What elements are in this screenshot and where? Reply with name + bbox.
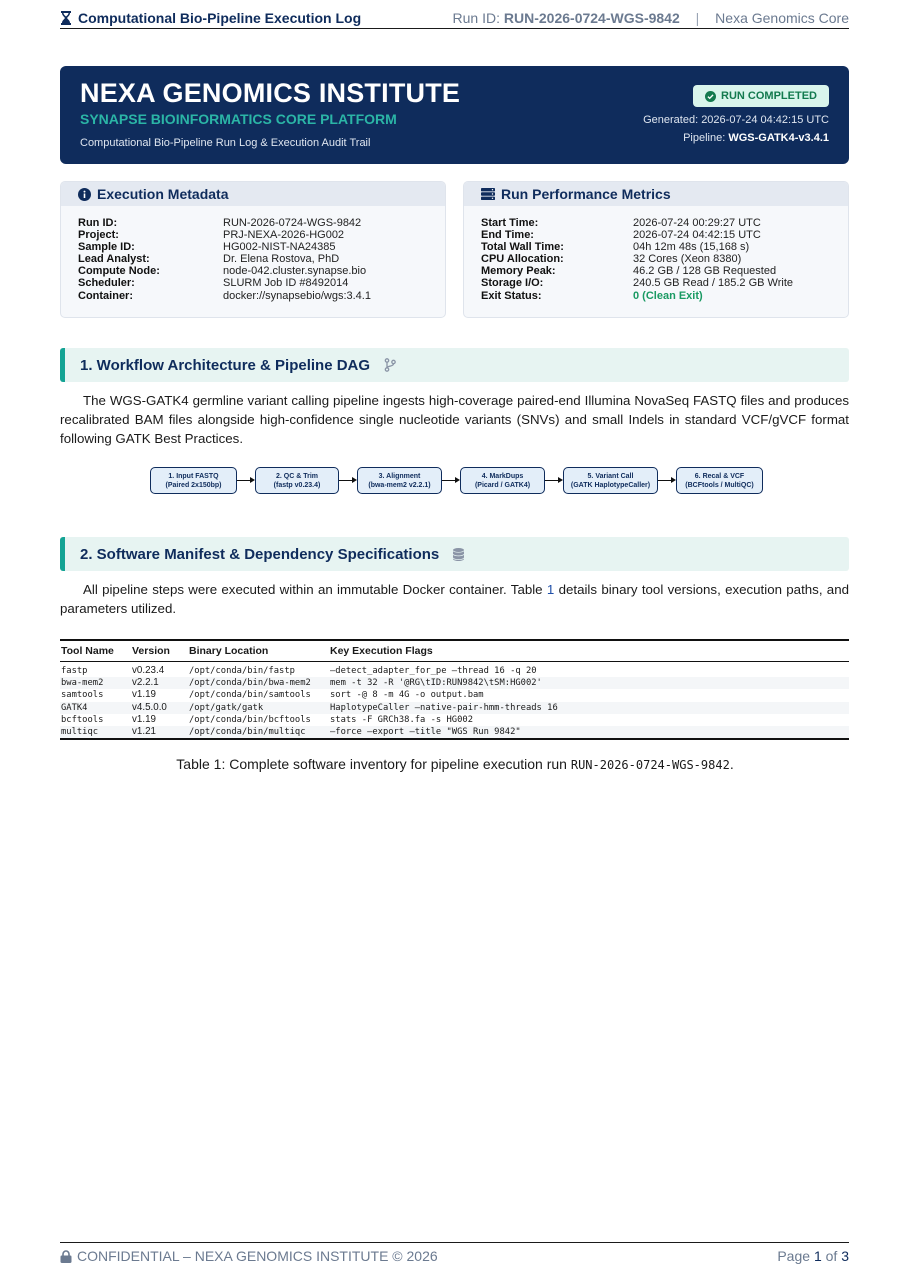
dag-node-detail: (Paired 2x150bp) xyxy=(165,481,222,489)
dag-node-title: 1. Input FASTQ xyxy=(168,472,219,480)
dag-node xyxy=(357,467,442,494)
hourglass-icon xyxy=(60,11,72,25)
software-description-text: details binary tool versions, execution paths, and parameters utilized. xyxy=(60,582,849,616)
metric-row xyxy=(481,290,831,302)
metric-row xyxy=(481,277,831,289)
binary-path-cell: /opt/gatk/gatk xyxy=(188,702,329,714)
pipeline-label: Pipeline: xyxy=(683,132,726,144)
metadata-row xyxy=(78,290,428,302)
table-row xyxy=(60,677,849,689)
table-reference-link[interactable]: 1 xyxy=(546,582,555,597)
banner-title: NEXA GENOMICS INSTITUTE xyxy=(80,78,461,108)
dag-node xyxy=(676,467,763,494)
tool-name-cell: fastp xyxy=(61,666,88,676)
metric-row xyxy=(481,253,831,265)
metadata-row xyxy=(78,241,428,253)
metric-value: 240.5 GB Read / 185.2 GB Write xyxy=(633,277,793,290)
flags-cell: HaplotypeCaller —native-pair-hmm-threads 16 xyxy=(329,702,849,714)
lock-icon xyxy=(60,1250,72,1263)
flags-cell: mem -t 32 -R '@RG\tID:RUN9842\tSM:HG002' xyxy=(329,677,849,689)
dag-node-title: 3. Alignment xyxy=(378,472,421,480)
metadata-row xyxy=(78,265,428,277)
tool-name-cell: bwa-mem2 xyxy=(60,677,131,689)
metric-value: 2026-07-24 00:29:27 UTC xyxy=(633,217,761,229)
server-icon xyxy=(481,188,495,200)
table-row xyxy=(60,702,849,714)
column-header: Version xyxy=(131,640,188,662)
metric-row xyxy=(481,229,831,241)
dag-node-title: 4. MarkDups xyxy=(481,472,524,480)
binary-path-cell: /opt/conda/bin/samtools xyxy=(189,690,311,701)
dag-node xyxy=(150,467,237,494)
table-row xyxy=(60,689,849,701)
caption-text: . xyxy=(729,756,734,772)
page-label: Page xyxy=(777,1248,814,1264)
table-row xyxy=(60,714,849,726)
check-circle-icon xyxy=(705,91,716,102)
section-title: 2. Software Manifest & Dependency Specifications xyxy=(80,545,440,563)
dag-node-detail: (Picard / GATK4) xyxy=(474,481,531,489)
header-org: Nexa Genomics Core xyxy=(715,10,849,26)
flags-cell: sort -@ 8 -m 4G -o output.bam xyxy=(330,690,484,701)
header-title: Computational Bio-Pipeline Execution Log xyxy=(78,10,362,26)
metric-key: Memory Peak: xyxy=(481,265,556,278)
metadata-value: HG002-NIST-NA24385 xyxy=(223,241,336,254)
flags-cell: —detect_adapter_for_pe —thread 16 -q 20 xyxy=(330,666,537,676)
git-branch-icon xyxy=(384,358,396,372)
institute-banner xyxy=(60,66,849,164)
metadata-key: Run ID: xyxy=(78,217,118,229)
metric-row xyxy=(481,265,831,277)
dag-arrow xyxy=(442,476,460,486)
dag-arrow xyxy=(237,476,255,486)
metric-row xyxy=(481,241,831,253)
dag-arrow xyxy=(339,476,357,486)
metadata-value: PRJ-NEXA-2026-HG002 xyxy=(223,229,345,242)
tool-name-cell: samtools xyxy=(61,690,104,701)
caption-text: Table 1: Complete software inventory for pipeline execution run xyxy=(176,756,571,772)
version-cell: v0.23.4 xyxy=(132,665,165,676)
caption-run-id: RUN-2026-0724-WGS-9842 xyxy=(570,758,730,772)
binary-path-cell: /opt/conda/bin/fastp xyxy=(189,666,295,676)
metadata-value: Dr. Elena Rostova, PhD xyxy=(223,253,340,266)
metadata-key: Lead Analyst: xyxy=(78,253,150,266)
binary-path-cell: /opt/conda/bin/bcftools xyxy=(189,714,311,725)
metric-key: Storage I/O: xyxy=(481,277,544,290)
dag-node-title: 2. QC & Trim xyxy=(275,472,318,480)
dag-node-title: 5. Variant Call xyxy=(587,472,634,480)
info-icon xyxy=(78,188,91,201)
metric-key: CPU Allocation: xyxy=(481,253,564,266)
metadata-value: RUN-2026-0724-WGS-9842 xyxy=(223,217,362,229)
page-of: of xyxy=(821,1248,842,1264)
metadata-row xyxy=(78,277,428,289)
dag-node-detail: (fastp v0.23.4) xyxy=(273,481,321,489)
software-manifest-table xyxy=(60,639,849,740)
column-header: Tool Name xyxy=(60,640,131,662)
tool-name-cell: multiqc xyxy=(60,726,131,739)
performance-metrics-header xyxy=(464,182,848,206)
performance-metrics-list xyxy=(464,206,848,302)
metric-value: 2026-07-24 04:42:15 UTC xyxy=(633,229,761,242)
flags-cell: stats -F GRCh38.fa -s HG002 xyxy=(330,714,473,725)
page-number xyxy=(777,1248,849,1264)
status-badge xyxy=(693,85,829,107)
header-title-group xyxy=(60,10,361,26)
pipeline-info xyxy=(643,132,829,144)
binary-path-cell: /opt/conda/bin/bwa-mem2 xyxy=(188,677,329,689)
page-footer xyxy=(60,1242,849,1264)
binary-path-cell: /opt/conda/bin/multiqc xyxy=(188,726,329,739)
metadata-key: Scheduler: xyxy=(78,277,135,290)
confidential-notice xyxy=(60,1248,438,1264)
run-id-label: Run ID: xyxy=(452,10,500,26)
performance-metrics-title: Run Performance Metrics xyxy=(501,186,671,202)
software-description-text: All pipeline steps were executed within an immutable Docker container. Table xyxy=(83,582,547,597)
section-heading-workflow xyxy=(60,348,849,382)
metadata-value: docker://synapsebio/wgs:3.4.1 xyxy=(223,289,371,302)
pipeline-dag xyxy=(150,467,763,494)
banner-subtitle: SYNAPSE BIOINFORMATICS CORE PLATFORM xyxy=(80,111,397,127)
flags-cell: —force —export —title "WGS Run 9842" xyxy=(329,726,849,739)
version-cell: v4.5.0.0 xyxy=(131,702,188,714)
dag-arrow xyxy=(545,476,563,486)
metadata-row xyxy=(78,217,428,229)
software-description xyxy=(60,580,849,618)
dag-node-detail: (BCFtools / MultiQC) xyxy=(685,481,754,489)
page-current: 1 xyxy=(813,1248,822,1264)
version-cell: v1.19 xyxy=(132,689,156,701)
section-heading-software xyxy=(60,537,849,571)
execution-metadata-title: Execution Metadata xyxy=(97,186,229,202)
metadata-row xyxy=(78,229,428,241)
column-header: Binary Location xyxy=(188,640,329,662)
metric-value: 04h 12m 48s (15,168 s) xyxy=(633,241,750,254)
database-icon xyxy=(453,548,464,561)
section-title: 1. Workflow Architecture & Pipeline DAG xyxy=(80,356,371,374)
table-row xyxy=(60,662,849,678)
metric-key: Exit Status: xyxy=(481,289,542,302)
execution-metadata-header xyxy=(61,182,445,206)
confidential-text: CONFIDENTIAL – NEXA GENOMICS INSTITUTE © 2026 xyxy=(77,1248,438,1264)
metadata-row xyxy=(78,253,428,265)
tool-name-cell: GATK4 xyxy=(60,702,131,714)
dag-node xyxy=(563,467,658,494)
dag-node xyxy=(255,467,339,494)
metadata-key: Container: xyxy=(78,289,133,302)
metric-value: 32 Cores (Xeon 8380) xyxy=(633,253,742,266)
dag-node-detail: (GATK HaplotypeCaller) xyxy=(570,481,651,489)
metric-value: 46.2 GB / 128 GB Requested xyxy=(633,265,777,278)
table-header-row xyxy=(60,640,849,662)
execution-metadata-card xyxy=(60,181,446,318)
performance-metrics-card xyxy=(463,181,849,318)
metric-key: End Time: xyxy=(481,229,534,242)
table-row xyxy=(60,726,849,739)
workflow-description: The WGS-GATK4 germline variant calling pipeline ingests high-coverage paired-end Illumina NovaSeq FASTQ files and produces recalibrated BAM files alongside high-confidence single nucleotide variants (SNVs) and small Indels in standard VCF/gVCF format following GATK Best Practices. xyxy=(60,393,849,446)
dag-node-detail: (bwa-mem2 v2.2.1) xyxy=(368,481,431,489)
page-header xyxy=(60,8,849,29)
dag-node-title: 6. Recal & VCF xyxy=(694,472,745,480)
metadata-value: SLURM Job ID #8492014 xyxy=(223,277,349,290)
header-separator: | xyxy=(695,10,700,26)
generated-timestamp: Generated: 2026-07-24 04:42:15 UTC xyxy=(643,114,829,126)
run-id-value: RUN-2026-0724-WGS-9842 xyxy=(503,10,680,26)
tool-name-cell: bcftools xyxy=(61,714,104,725)
metadata-value: node-042.cluster.synapse.bio xyxy=(223,265,367,278)
table-caption xyxy=(0,756,910,772)
metric-key: Start Time: xyxy=(481,217,539,229)
version-cell: v1.19 xyxy=(132,713,156,725)
column-header: Key Execution Flags xyxy=(329,640,849,662)
metadata-key: Compute Node: xyxy=(78,265,160,278)
execution-metadata-list xyxy=(61,206,445,302)
status-badge-label: RUN COMPLETED xyxy=(721,90,817,102)
banner-description: Computational Bio-Pipeline Run Log & Execution Audit Trail xyxy=(80,137,371,149)
dag-node xyxy=(460,467,545,494)
metadata-key: Sample ID: xyxy=(78,241,135,254)
version-cell: v2.2.1 xyxy=(131,677,188,689)
exit-status-value: 0 (Clean Exit) xyxy=(633,289,703,302)
version-cell: v1.21 xyxy=(131,726,188,739)
header-meta xyxy=(453,10,849,26)
metadata-key: Project: xyxy=(78,229,119,242)
dag-arrow xyxy=(658,476,676,486)
metric-key: Total Wall Time: xyxy=(481,241,564,254)
banner-status-group xyxy=(643,85,829,144)
metric-row xyxy=(481,217,831,229)
pipeline-value: WGS-GATK4-v3.4.1 xyxy=(728,132,829,144)
page-total: 3 xyxy=(841,1248,849,1264)
